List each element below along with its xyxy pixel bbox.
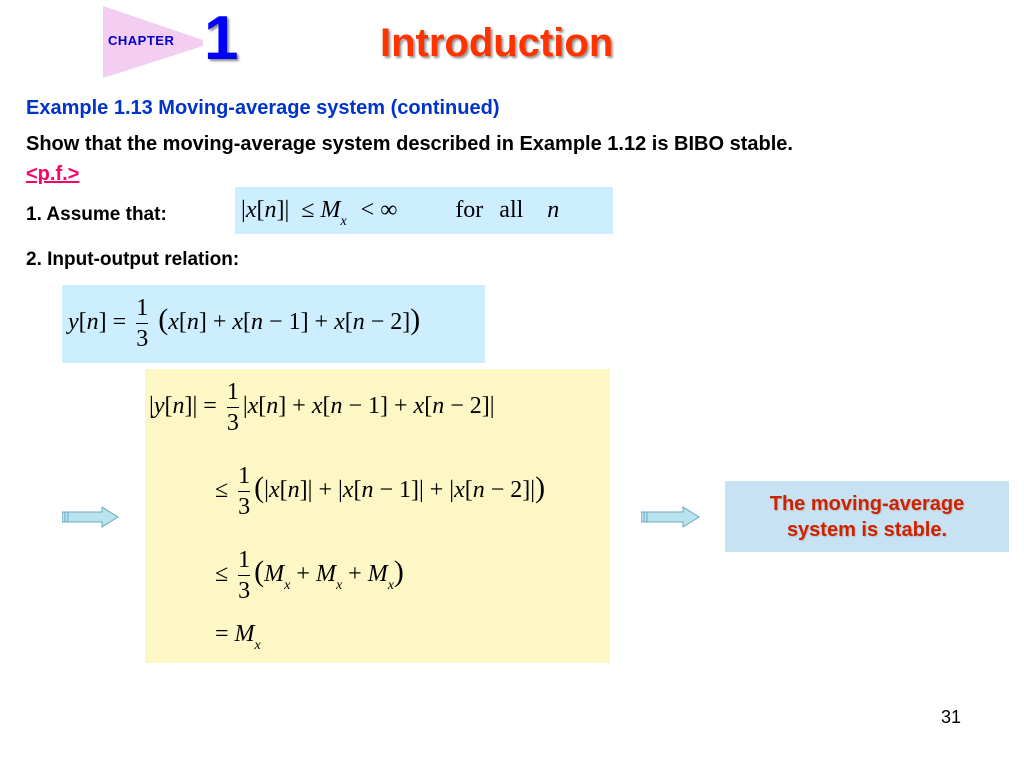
right-arrow-icon <box>62 505 120 529</box>
stability-derivation: |y[n]| = $\frac{1}{3}$ |x[n] + x[n − 1] + x[n − 2]| ≤ $\frac{1}{3}$ (|x[n]| + |x[n − 1]| + |x[n − 2]|) ≤ $\frac{1}{3}$ $(M_x + M_x + M_x)$ = $M_x$ <box>145 369 610 663</box>
chapter-number: 1 <box>204 4 239 73</box>
page-title: Introduction <box>380 21 614 65</box>
conclusion-line-1: The moving-average <box>769 492 965 515</box>
chapter-label: CHAPTER <box>108 33 175 48</box>
step2-label: 2. Input-output relation: <box>26 249 240 270</box>
conclusion-box <box>725 481 1009 552</box>
page-number: 31 <box>940 707 961 727</box>
conclusion-line-2: system is stable. <box>786 518 948 541</box>
proof-label: <p.f.> <box>26 163 80 185</box>
example-title: Example 1.13 Moving-average system (continued) <box>26 97 500 119</box>
problem-statement: Show that the moving-average system described in Example 1.12 is BIBO stable. <box>26 133 793 155</box>
assumption-equation: $|x[n]| \le M_x$ < ∞ for all n <box>235 187 613 234</box>
step1-label: 1. Assume that: <box>26 204 167 225</box>
io-relation-equation: y[n] = $\frac{1}{3}$ (x[n] + x[n − 1] + x[n − 2]) <box>62 285 485 363</box>
right-arrow-icon <box>641 505 701 529</box>
